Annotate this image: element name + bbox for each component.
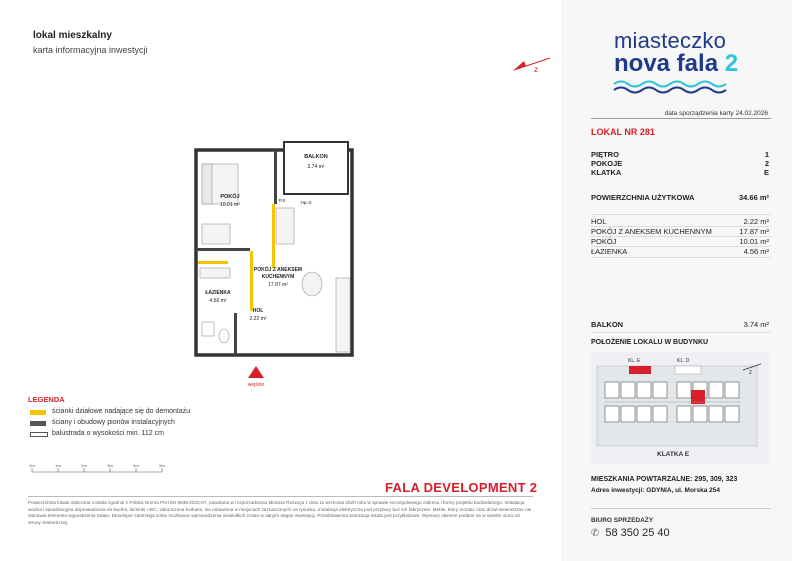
divider xyxy=(591,508,771,509)
svg-text:HOL: HOL xyxy=(252,308,264,314)
svg-text:z: z xyxy=(749,370,752,376)
divider xyxy=(591,257,771,258)
staircase-d-tag: KL. D xyxy=(677,358,690,364)
usable-area-row: POWIERZCHNIA UŻYTKOWA 34.66 m² xyxy=(591,193,769,202)
svg-text:ŁAZIENKA: ŁAZIENKA xyxy=(205,290,231,296)
phone-row xyxy=(591,527,670,539)
divider xyxy=(591,214,771,215)
floor-row: PIĘTRO 1 xyxy=(591,150,769,159)
room-area-row: POKÓJ 10.01 m² xyxy=(591,237,769,246)
svg-text:2.22 m²: 2.22 m² xyxy=(249,316,267,322)
building-location-map xyxy=(591,352,769,464)
svg-text:3.74 m²: 3.74 m² xyxy=(307,164,325,170)
footnote-disclaimer: Powierzchnia lokalu obliczona zostala zgodnie z Polska Norma PN-ISO 9836:2022-07, powolana w rozporzadzeniu Ministra Rozwoju z dnia 11 wrzesnia 2020 roku w sprawie szczegolowego zakresu i formy projektu budowlanego. Instalacja wodna i kanalizacyjna doprowadzona do kuchni, lazienki i WC, zakonczona korkami, nie ustawiona w miejscach zaznaczonych na rysunku. Instalacja elektryczna pod przybory bez ich fabrycznie. Meble, ktory montaz oraz drzwi wewnetrzne nie stanowia elementu wyposazenia lokalu. Developer zastrzega sobie mozliwosc wprowadzenia niewielkich zmian w danym etapie inwestycji. Przedstawiona aranzacja lokalu jest przykladowa. Wymiary okienne podane sa w swietle muru od strony zewnetrznej. xyxy=(28,500,532,525)
phone-icon: ✆ xyxy=(591,528,600,539)
developer-brand: FALA DEVELOPMENT 2 xyxy=(385,480,538,495)
svg-text:2m: 2m xyxy=(81,463,87,468)
svg-text:3m: 3m xyxy=(107,463,113,468)
svg-text:FIX: FIX xyxy=(278,198,286,203)
legend-title: LEGENDA xyxy=(28,395,65,404)
divider xyxy=(28,496,533,497)
svg-text:1m: 1m xyxy=(55,463,61,468)
north-arrow-icon xyxy=(512,50,552,80)
svg-text:BALKON: BALKON xyxy=(304,154,328,160)
wave-icon xyxy=(614,80,734,94)
logo-line1: miasteczko xyxy=(614,28,727,53)
address: Adres inwestycji: GDYNIA, ul. Morska 254 xyxy=(591,487,720,494)
svg-text:17.87 m²: 17.87 m² xyxy=(268,282,288,288)
svg-text:0m: 0m xyxy=(29,463,35,468)
legend-item: ścianki działowe nadające się do demontażu xyxy=(52,408,191,415)
svg-text:4m: 4m xyxy=(133,463,139,468)
room-area-row: POKÓJ Z ANEKSEM KUCHENNYM 17.87 m² xyxy=(591,227,769,236)
legend-item: balustrada o wysokości min. 112 cm xyxy=(52,430,164,437)
divider xyxy=(591,332,771,333)
legend-swatch-walls xyxy=(30,421,46,426)
document-subtitle: karta informacyjna inwestycji xyxy=(33,45,148,55)
svg-text:POKÓJ Z ANEKSEM: POKÓJ Z ANEKSEM xyxy=(253,267,303,273)
document-title: lokal mieszkalny xyxy=(33,30,112,41)
legend-swatch-demolition xyxy=(30,410,46,415)
svg-text:5m: 5m xyxy=(159,463,165,468)
room-area-row: HOL 2.22 m² xyxy=(591,217,769,226)
bottom-info xyxy=(591,476,771,494)
room-area-row: ŁAZIENKA 4.56 m² xyxy=(591,247,769,256)
svg-text:POKÓJ: POKÓJ xyxy=(220,194,240,200)
rooms-row: POKOJE 2 xyxy=(591,159,769,168)
staircase-e-tag: KL. E xyxy=(628,358,641,364)
divider xyxy=(591,118,771,119)
legend-item: ściany i obudowy pionów instalacyjnych xyxy=(52,419,175,426)
svg-text:4.56 m²: 4.56 m² xyxy=(209,298,227,304)
staircase-label: KLATKA E xyxy=(657,451,690,458)
svg-text:z: z xyxy=(534,65,538,74)
location-title: POŁOŻENIE LOKALU W BUDYNKU xyxy=(591,339,709,346)
svg-text:10.01 m²: 10.01 m² xyxy=(220,202,240,208)
svg-text:KUCHENNYM: KUCHENNYM xyxy=(261,274,295,280)
date-created: data sporządzenia karty 24.02.2026 xyxy=(664,110,768,117)
brand-logo xyxy=(600,28,750,96)
repeat-units: MIESZKANIA POWTARZALNE: 295, 309, 323 xyxy=(591,476,738,483)
svg-text:wejście: wejście xyxy=(247,382,265,388)
svg-text:Hp=0: Hp=0 xyxy=(300,200,312,205)
legend-swatch-balustrade xyxy=(30,432,48,437)
scale-bar xyxy=(30,462,170,476)
phone-number: 58 350 25 40 xyxy=(605,527,670,539)
logo-line2: nova fala 2 xyxy=(614,50,739,77)
balcony-row: BALKON 3.74 m² xyxy=(591,320,769,329)
floor-plan xyxy=(180,118,380,398)
unit-number: LOKAL NR 281 xyxy=(591,127,655,137)
staircase-row: KLATKA E xyxy=(591,168,769,177)
sales-office-label: BIURO SPRZEDAŻY xyxy=(591,517,654,524)
